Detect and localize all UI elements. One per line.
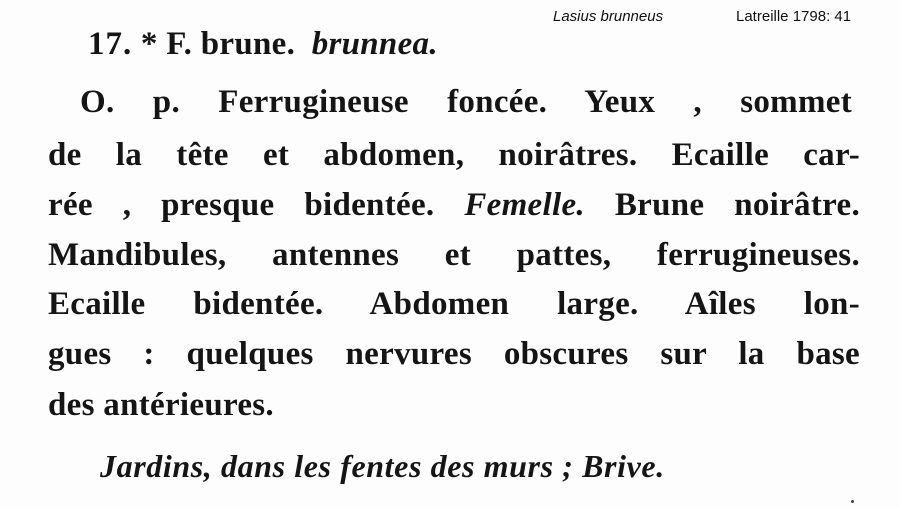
scan-speck: [851, 500, 854, 503]
description-line-5: Ecaille bidentée. Abdomen large. Aîles lon-: [48, 286, 860, 322]
citation: Latreille 1798: 41: [736, 8, 852, 25]
description-line-3: [48, 187, 860, 224]
habitat-line: Jardins, dans les fentes des murs ; Brive.: [100, 448, 665, 484]
description-line-3-part-a: rée , presque bidentée.: [48, 187, 435, 223]
description-line-3-part-b: Brune noirâtre.: [614, 187, 860, 223]
entry-marker: *: [140, 26, 158, 62]
female-label: Femelle.: [464, 187, 585, 223]
species-name: Lasius brunneus: [553, 8, 664, 25]
entry-title: [88, 26, 438, 63]
latin-name: brunnea.: [311, 26, 438, 62]
description-line-4: Mandibules, antennes et pattes, ferrugineuses.: [48, 237, 860, 273]
entry-number: 17.: [88, 26, 133, 62]
description-line-7: des antérieures.: [48, 387, 274, 423]
description-line-1: O. p. Ferrugineuse foncée. Yeux , sommet: [80, 84, 852, 120]
description-line-6: gues : quelques nervures obscures sur la base: [48, 336, 860, 372]
common-name: F. brune.: [166, 26, 296, 62]
description-line-2: de la tête et abdomen, noirâtres. Ecaille car-: [48, 137, 860, 173]
